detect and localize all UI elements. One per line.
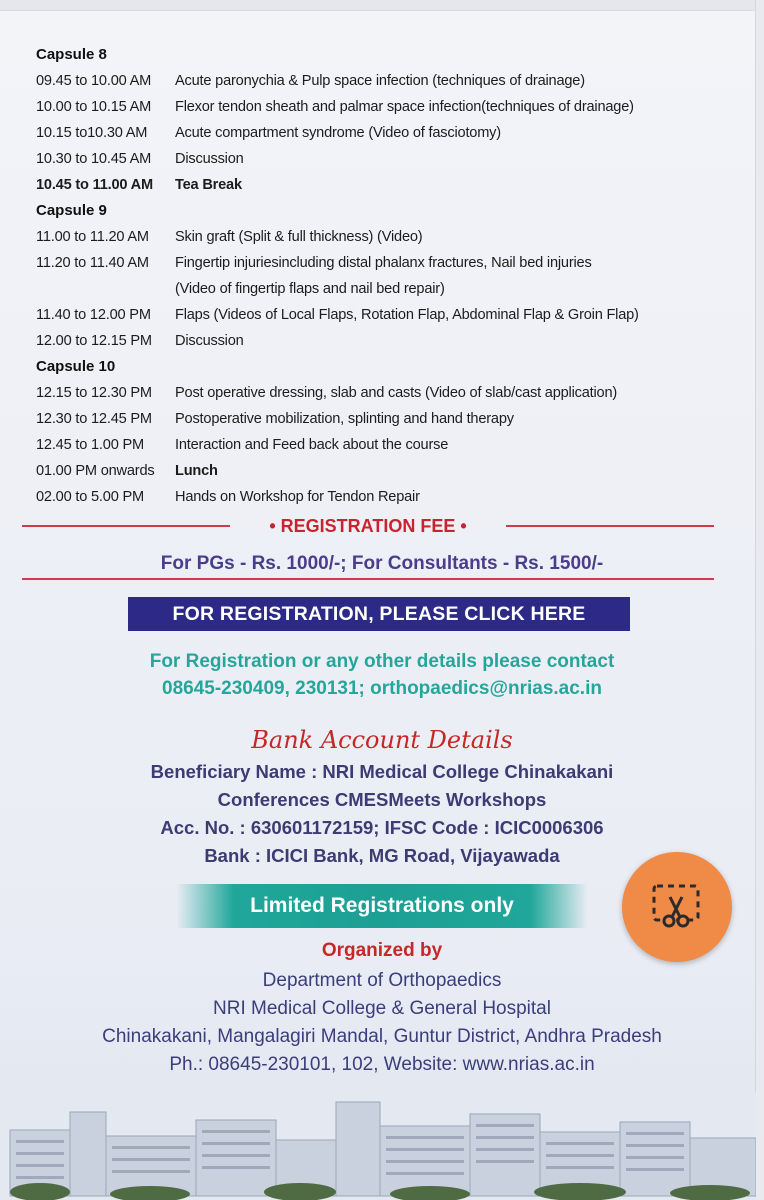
schedule-row (36, 224, 736, 250)
schedule-topic (175, 250, 736, 302)
beneficiary-name-cont: Conferences CMESMeets Workshops (217, 789, 547, 810)
schedule-row (36, 250, 736, 302)
schedule-row (36, 94, 736, 120)
schedule (36, 42, 736, 510)
contact-info (0, 648, 764, 702)
schedule-row (36, 68, 736, 94)
schedule-time: 11.40 to 12.00 PM (36, 307, 151, 323)
capsule-heading: Capsule 10 (36, 358, 116, 375)
schedule-row (36, 484, 736, 510)
schedule-topic-line: Fingertip injuriesincluding distal phalanx fractures, Nail bed injuries (175, 255, 592, 271)
schedule-topic (175, 120, 736, 146)
schedule-topic (175, 302, 736, 328)
schedule-topic (175, 224, 736, 250)
schedule-row (36, 120, 736, 146)
schedule-time: 10.15 to10.30 AM (36, 125, 148, 141)
screenshot-tool-button[interactable] (622, 852, 732, 962)
registration-fee-text: For PGs - Rs. 1000/-; For Consultants - Rs. 1500/- (160, 553, 604, 574)
contact-details[interactable]: 08645-230409, 230131; orthopaedics@nrias.ac.in (162, 678, 602, 699)
schedule-topic (175, 172, 736, 198)
schedule-topic (175, 458, 736, 484)
schedule-row (36, 146, 736, 172)
schedule-time: 02.00 to 5.00 PM (36, 489, 144, 505)
schedule-time: 09.45 to 10.00 AM (36, 73, 152, 89)
limited-registrations-banner: Limited Registrations only (176, 884, 588, 928)
organizer-dept: Department of Orthopaedics (262, 970, 502, 991)
schedule-row (36, 328, 736, 354)
schedule-row (36, 406, 736, 432)
fee-underline (22, 578, 714, 580)
schedule-time: 10.30 to 10.45 AM (36, 151, 152, 167)
schedule-topic-line: Postoperative mobilization, splinting and hand therapy (175, 411, 514, 427)
schedule-topic-line: Hands on Workshop for Tendon Repair (175, 489, 420, 505)
schedule-topic-line: Tea Break (175, 177, 242, 193)
schedule-row (36, 172, 736, 198)
schedule-time: 12.30 to 12.45 PM (36, 411, 152, 427)
schedule-topic (175, 484, 736, 510)
schedule-topic-line: Lunch (175, 463, 218, 479)
top-bar (0, 0, 764, 11)
registration-link-button[interactable]: FOR REGISTRATION, PLEASE CLICK HERE (128, 597, 630, 631)
beneficiary-name: Beneficiary Name : NRI Medical College Chinakakani (150, 761, 614, 782)
organizer-phone: Ph.: 08645-230101, 102, Website: www.nrias.ac.in (169, 1054, 595, 1075)
campus-buildings-image (0, 1092, 756, 1200)
capsule-heading: Capsule 9 (36, 202, 107, 219)
schedule-topic-line: (Video of fingertip flaps and nail bed repair) (175, 281, 445, 297)
schedule-topic (175, 328, 736, 354)
bank-details (0, 758, 764, 870)
bank-name: Bank : ICICI Bank, MG Road, Vijayawada (204, 845, 560, 866)
schedule-row (36, 432, 736, 458)
schedule-time: 10.00 to 10.15 AM (36, 99, 152, 115)
capsule-heading: Capsule 8 (36, 46, 107, 63)
divider-line-right (506, 525, 714, 527)
schedule-time: 11.20 to 11.40 AM (36, 255, 149, 271)
schedule-topic-line: Flaps (Videos of Local Flaps, Rotation Flap, Abdominal Flap & Groin Flap) (175, 307, 639, 323)
schedule-topic-line: Flexor tendon sheath and palmar space infection(techniques of drainage) (175, 99, 634, 115)
schedule-topic-line: Skin graft (Split & full thickness) (Video) (175, 229, 423, 245)
schedule-time: 12.15 to 12.30 PM (36, 385, 152, 401)
schedule-topic (175, 146, 736, 172)
schedule-topic-line: Interaction and Feed back about the course (175, 437, 449, 453)
schedule-topic-line: Acute compartment syndrome (Video of fasciotomy) (175, 125, 501, 141)
schedule-topic (175, 380, 736, 406)
schedule-topic-line: Post operative dressing, slab and casts (Video of slab/cast application) (175, 385, 618, 401)
schedule-time: 10.45 to 11.00 AM (36, 177, 153, 193)
schedule-topic-line: Discussion (175, 333, 244, 349)
registration-fee-title: • REGISTRATION FEE • (269, 516, 467, 536)
organized-by-title: Organized by (321, 940, 443, 961)
schedule-topic (175, 68, 736, 94)
bank-heading: Bank Account Details (251, 726, 513, 754)
organizer-details (0, 967, 764, 1079)
schedule-time: 12.00 to 12.15 PM (36, 333, 152, 349)
schedule-time: 12.45 to 1.00 PM (36, 437, 144, 453)
schedule-row (36, 380, 736, 406)
organizer-college: NRI Medical College & General Hospital (213, 998, 551, 1019)
schedule-time: 01.00 PM onwards (36, 463, 155, 479)
schedule-topic (175, 406, 736, 432)
schedule-row (36, 458, 736, 484)
registration-fee-divider (22, 514, 714, 538)
schedule-time: 11.00 to 11.20 AM (36, 229, 149, 245)
schedule-row (36, 302, 736, 328)
organizer-address: Chinakakani, Mangalagiri Mandal, Guntur District, Andhra Pradesh (102, 1026, 662, 1047)
contact-line: For Registration or any other details please contact (149, 651, 615, 672)
schedule-topic-line: Discussion (175, 151, 244, 167)
schedule-topic-line: Acute paronychia & Pulp space infection (techniques of drainage) (175, 73, 585, 89)
schedule-topic (175, 94, 736, 120)
schedule-topic (175, 432, 736, 458)
account-number: Acc. No. : 630601172159; IFSC Code : ICIC0006306 (160, 817, 604, 838)
screenshot-scissors-icon (651, 883, 703, 931)
